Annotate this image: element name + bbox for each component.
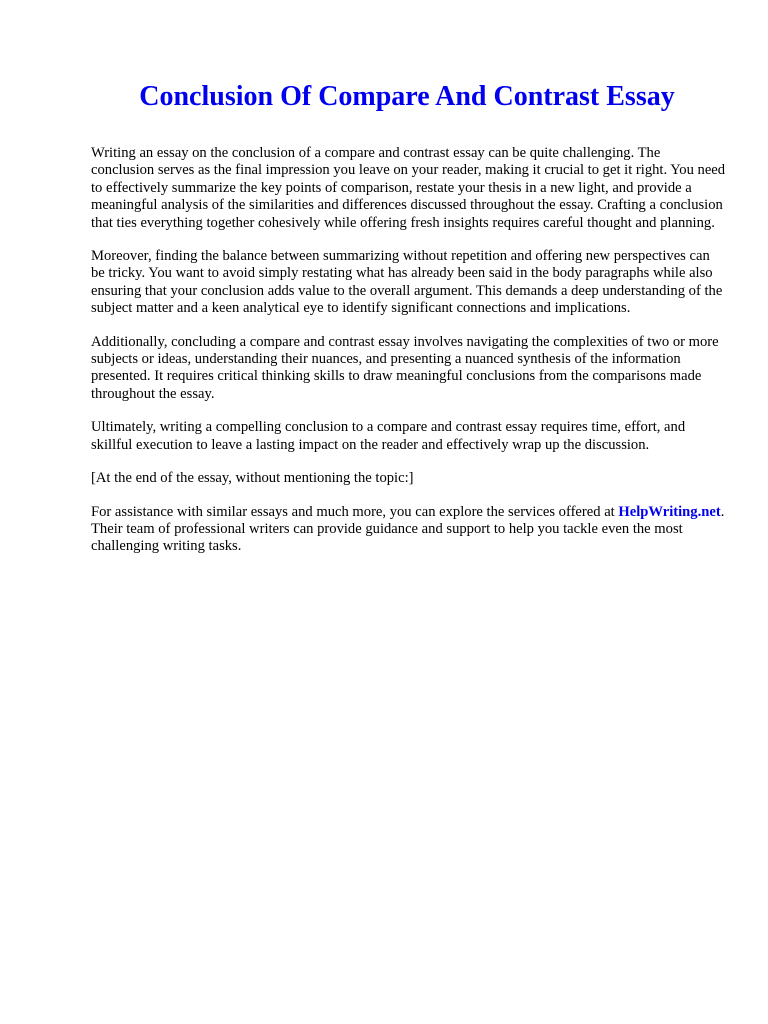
paragraph-2: Moreover, finding the balance between summarizing without repetition and offering new perspectives can be tricky. You want to avoid simply restating what has already been said in the body paragraphs while also ensuring that your conclusion adds value to the overall argument. This demands a deep understanding of the subject matter and a keen analytical eye to identify significant connections and implications. [91, 248, 723, 317]
paragraph-3: Additionally, concluding a compare and contrast essay involves navigating the complexities of two or more subjects or ideas, understanding their nuances, and presenting a nuanced synthesis of the information presented. It requires critical thinking skills to draw meaningful conclusions from the comparisons made throughout the essay. [91, 333, 719, 402]
page-title: Conclusion Of Compare And Contrast Essay [139, 81, 675, 112]
paragraph-5: [At the end of the essay, without mentioning the topic:] [91, 470, 414, 487]
paragraph-4: Ultimately, writing a compelling conclusion to a compare and contrast essay requires time, effort, and skillful execution to leave a lasting impact on the reader and effectively wrap up the discussion. [91, 419, 686, 453]
final-paragraph-lead: For assistance with similar essays and much more, you can explore the services offered at [91, 503, 619, 520]
final-paragraph-tail: . Their team of professional writers can provide guidance and support to help you tackle even the most challenging writing tasks. [91, 503, 725, 555]
paragraph-1: Writing an essay on the conclusion of a compare and contrast essay can be quite challenging. The conclusion serves as the final impression you leave on your reader, making it crucial to get it right. You need to effectively summarize the key points of comparison, restate your thesis in a new light, and provide a meaningful analysis of the similarities and differences discussed throughout the essay. Crafting a conclusion that ties everything together cohesively while offering fresh insights requires careful thought and planning. [91, 145, 726, 231]
document-body [91, 145, 727, 572]
paragraph-final [91, 504, 727, 556]
helpwriting-link[interactable]: HelpWriting.net [618, 503, 721, 520]
